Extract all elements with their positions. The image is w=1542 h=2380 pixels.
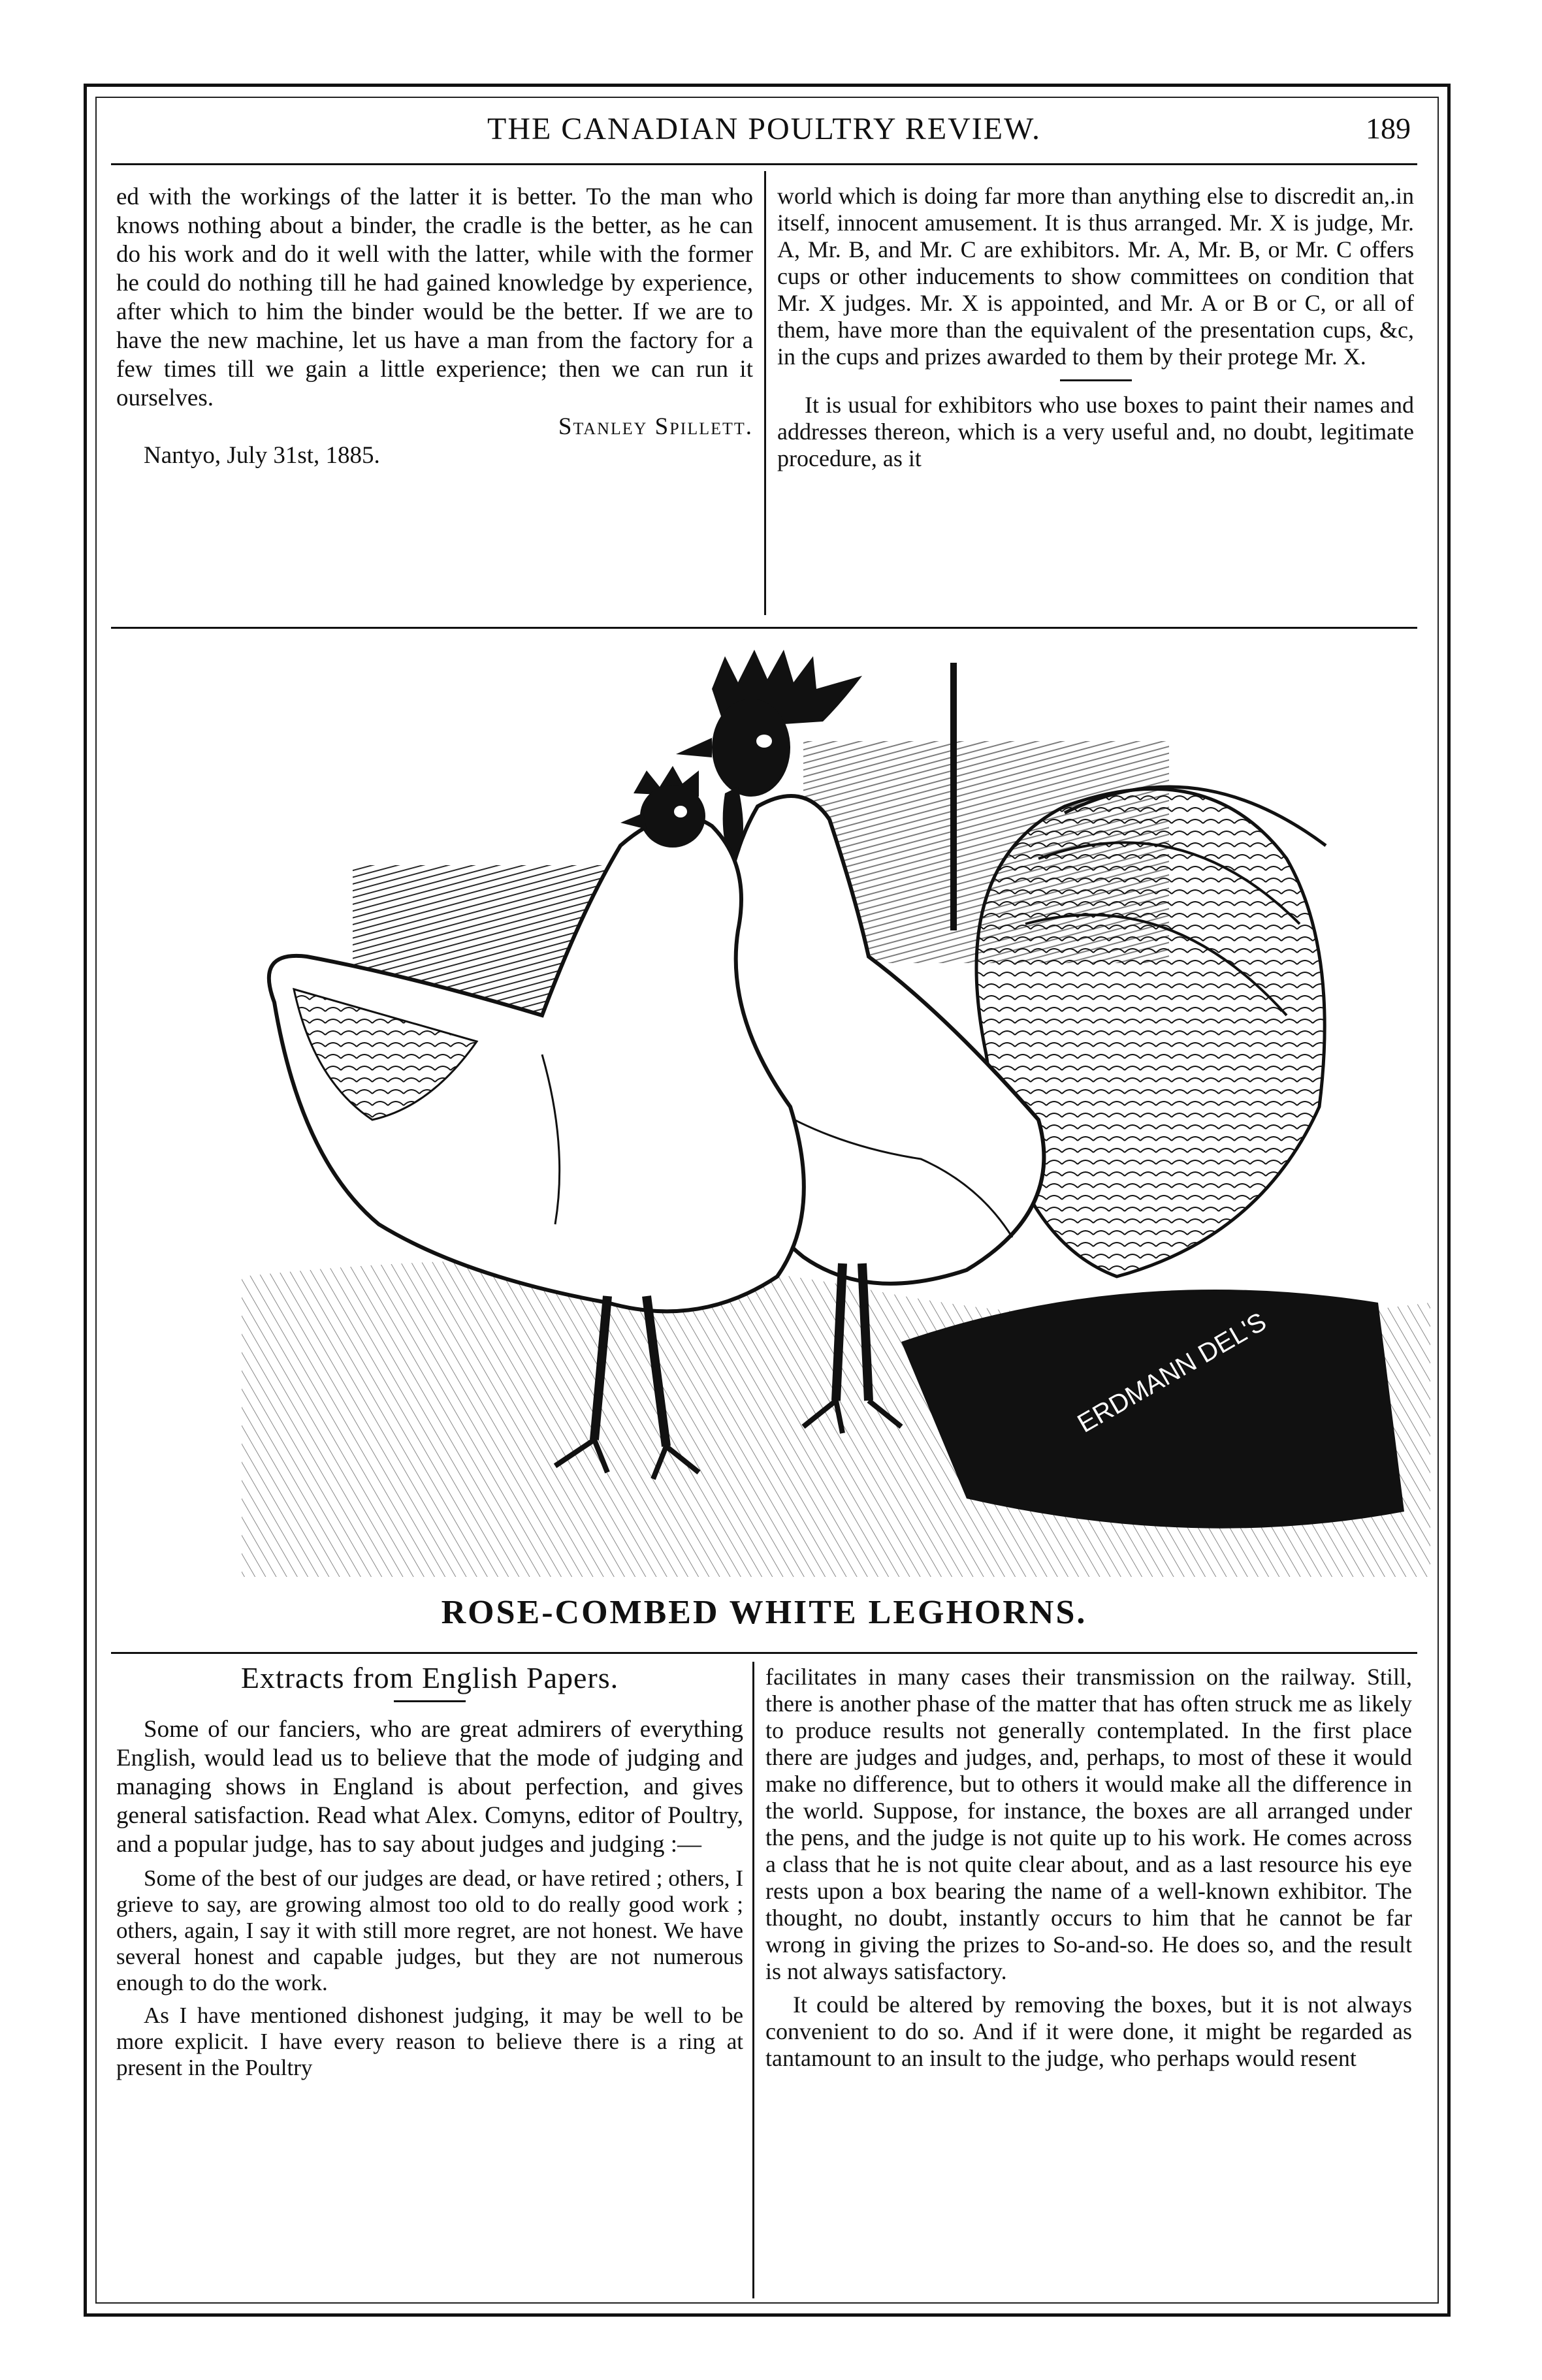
illustration-top-rule [111, 627, 1417, 629]
top-right-paragraph-1: world which is doing far more than anything else to discredit an,.in itself, innocent amusement. It is thus arranged. Mr. X is judge, Mr. A, Mr. B, and Mr. C are exhibitors. Mr. A, Mr. B, or Mr. C offers cups or other inducements to show committees on condition that Mr. X judges. Mr. X is appointed, and Mr. A or B or C, or all of them, have more than the equivalent of the presentation cups, &c, in the cups and prizes awarded to them by their protege Mr. X. [777, 183, 1414, 370]
section-title: Extracts from English Papers. [240, 1661, 619, 1694]
caption-bottom-rule [111, 1652, 1417, 1654]
author-signature: Stanley Spillett. [558, 413, 753, 440]
bottom-left-column [116, 1661, 743, 2081]
title-underline-rule [394, 1700, 466, 1702]
top-left-paragraph: ed with the workings of the latter it is better. To the man who knows nothing about a binder, the cradle is the better, as he can do his work and do it well with the latter, while with the former he could do nothing till he had gained knowledge by experience, after which to him the binder would be the better. If we are to have the new machine, let us have a man from the factory for a few times till we gain a little experience; then we can run it ourselves. [116, 183, 753, 411]
page-header [111, 111, 1417, 157]
bottom-left-paragraph-1: Some of our fanciers, who are great admirers of everything English, would lead us to believe that the mode of judging and managing shows in England is about perfection, and gives general satisfaction. Read what Alex. Comyns, editor of Poultry, and a popular judge, has to say about judges and judging :— [116, 1716, 743, 1858]
dateline: Nantyo, July 31st, 1885. [144, 442, 380, 469]
leghorns-engraving [216, 650, 1430, 1577]
bottom-column-divider [752, 1662, 754, 2298]
bottom-right-column [765, 1664, 1412, 2072]
bottom-right-paragraph-1: facilitates in many cases their transmission on the railway. Still, there is another phase of the matter that has often struck me as likely to produce results not generally contemplated. In the first place there are judges and judges, and, perhaps, to most of these it would make no difference, but to others it would make all the difference in the world. Suppose, for instance, the boxes are all arranged under the pens, and the judge is not quite up to his work. He comes across a class that he is not quite clear about, and as a last resource his eye rests upon a box bearing the name of a well-known exhibitor. The thought, no doubt, instantly occurs to him that he cannot be far wrong in giving the prizes to So-and-so. He does so, and the result is not always satisfactory. [765, 1664, 1412, 1984]
bottom-right-paragraph-2: It could be altered by removing the boxes, but it is not always convenient to do so. And if it were done, it might be regarded as tantamount to an insult to the judge, who perhaps would resent [765, 1991, 1412, 2071]
top-right-paragraph-2: It is usual for exhibitors who use boxes to paint their names and addresses thereon, which is a very useful and, no doubt, legitimate procedure, as it [777, 392, 1414, 471]
top-right-column [777, 183, 1414, 472]
header-rule [111, 163, 1417, 165]
page-number: 189 [1366, 112, 1411, 145]
running-title: THE CANADIAN POULTRY REVIEW. [487, 112, 1041, 146]
rooster-head [712, 699, 790, 797]
short-separator-rule [1060, 379, 1132, 381]
bottom-left-paragraph-3: As I have mentioned dishonest judging, it may be well to be more explicit. I have every reason to believe there is a ring at present in the Poultry [116, 2003, 743, 2080]
illustration-caption: ROSE-COMBED WHITE LEGHORNS. [441, 1594, 1087, 1631]
top-left-column [116, 183, 753, 470]
bottom-left-paragraph-2: Some of the best of our judges are dead, or have retired ; others, I grieve to say, are growing almost too old to do really good work ; others, again, I say it with still more regret, are not honest. We have several honest and capable judges, but they are not numerous enough to do the work. [116, 1865, 743, 1995]
hen-head [640, 785, 705, 848]
top-column-divider [764, 171, 766, 615]
engraver-signature: ERDMANN DEL'S [1072, 1307, 1272, 1438]
